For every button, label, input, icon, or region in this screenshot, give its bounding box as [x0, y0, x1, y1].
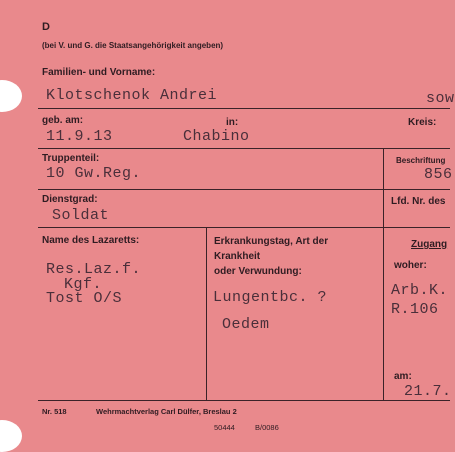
date-label: am: [394, 371, 412, 382]
born-label: geb. am: [42, 115, 84, 126]
row-divider [38, 227, 450, 228]
illness-value-2: Oedem [222, 316, 270, 333]
punch-hole [0, 80, 22, 112]
column-divider [383, 148, 384, 190]
hospital-label: Name des Lazaretts: [42, 235, 140, 246]
unit-label: Truppenteil: [42, 153, 100, 164]
illness-value-1: Lungentbc. ? [213, 289, 328, 306]
birth-date-value: 11.9.13 [46, 128, 113, 145]
inscription-value: 856 [424, 166, 453, 183]
row-divider [38, 108, 450, 109]
form-number: Nr. 518 [42, 407, 67, 416]
district-label: Kreis: [408, 117, 437, 128]
rank-value: Soldat [52, 207, 110, 224]
column-divider [206, 228, 207, 400]
hospital-line-2: Kgf. [64, 276, 103, 293]
column-divider [383, 228, 384, 400]
serial-label: Lfd. Nr. des [391, 196, 446, 207]
row-divider [38, 148, 450, 149]
birth-place-value: Chabino [183, 128, 250, 145]
unit-value: 10 Gw.Reg. [46, 165, 142, 182]
column-divider [383, 190, 384, 227]
place-label: in: [226, 117, 239, 128]
publisher: Wehrmachtverlag Carl Dülfer, Breslau 2 [96, 407, 237, 416]
print-batch: B/0086 [255, 423, 279, 432]
name-value: Klotschenok Andrei [46, 87, 218, 104]
from-value-1: Arb.K. [391, 282, 449, 299]
admission-date-value: 21.7. [404, 383, 452, 400]
illness-label-3: oder Verwundung: [214, 266, 302, 277]
name-label: Familien- und Vorname: [42, 67, 156, 78]
from-value-2: R.106 [391, 301, 439, 318]
row-divider [38, 400, 450, 401]
form-letter: D [42, 21, 50, 33]
rank-label: Dienstgrad: [42, 194, 98, 205]
row-divider [38, 189, 450, 190]
from-label: woher: [394, 260, 427, 271]
nationality-value: sow [426, 90, 455, 107]
hospital-line-3: Tost O/S [46, 290, 123, 307]
admission-label: Zugang [411, 239, 448, 250]
illness-label-2: Krankheit [214, 251, 261, 262]
inscription-label: Beschriftung [396, 156, 446, 165]
punch-hole [0, 420, 22, 452]
print-code: 50444 [214, 423, 235, 432]
illness-label-1: Erkrankungstag, Art der [214, 236, 329, 247]
nationality-note: (bei V. und G. die Staatsangehörigkeit angeben) [42, 41, 224, 50]
hospital-line-1: Res.Laz.f. [46, 261, 142, 278]
